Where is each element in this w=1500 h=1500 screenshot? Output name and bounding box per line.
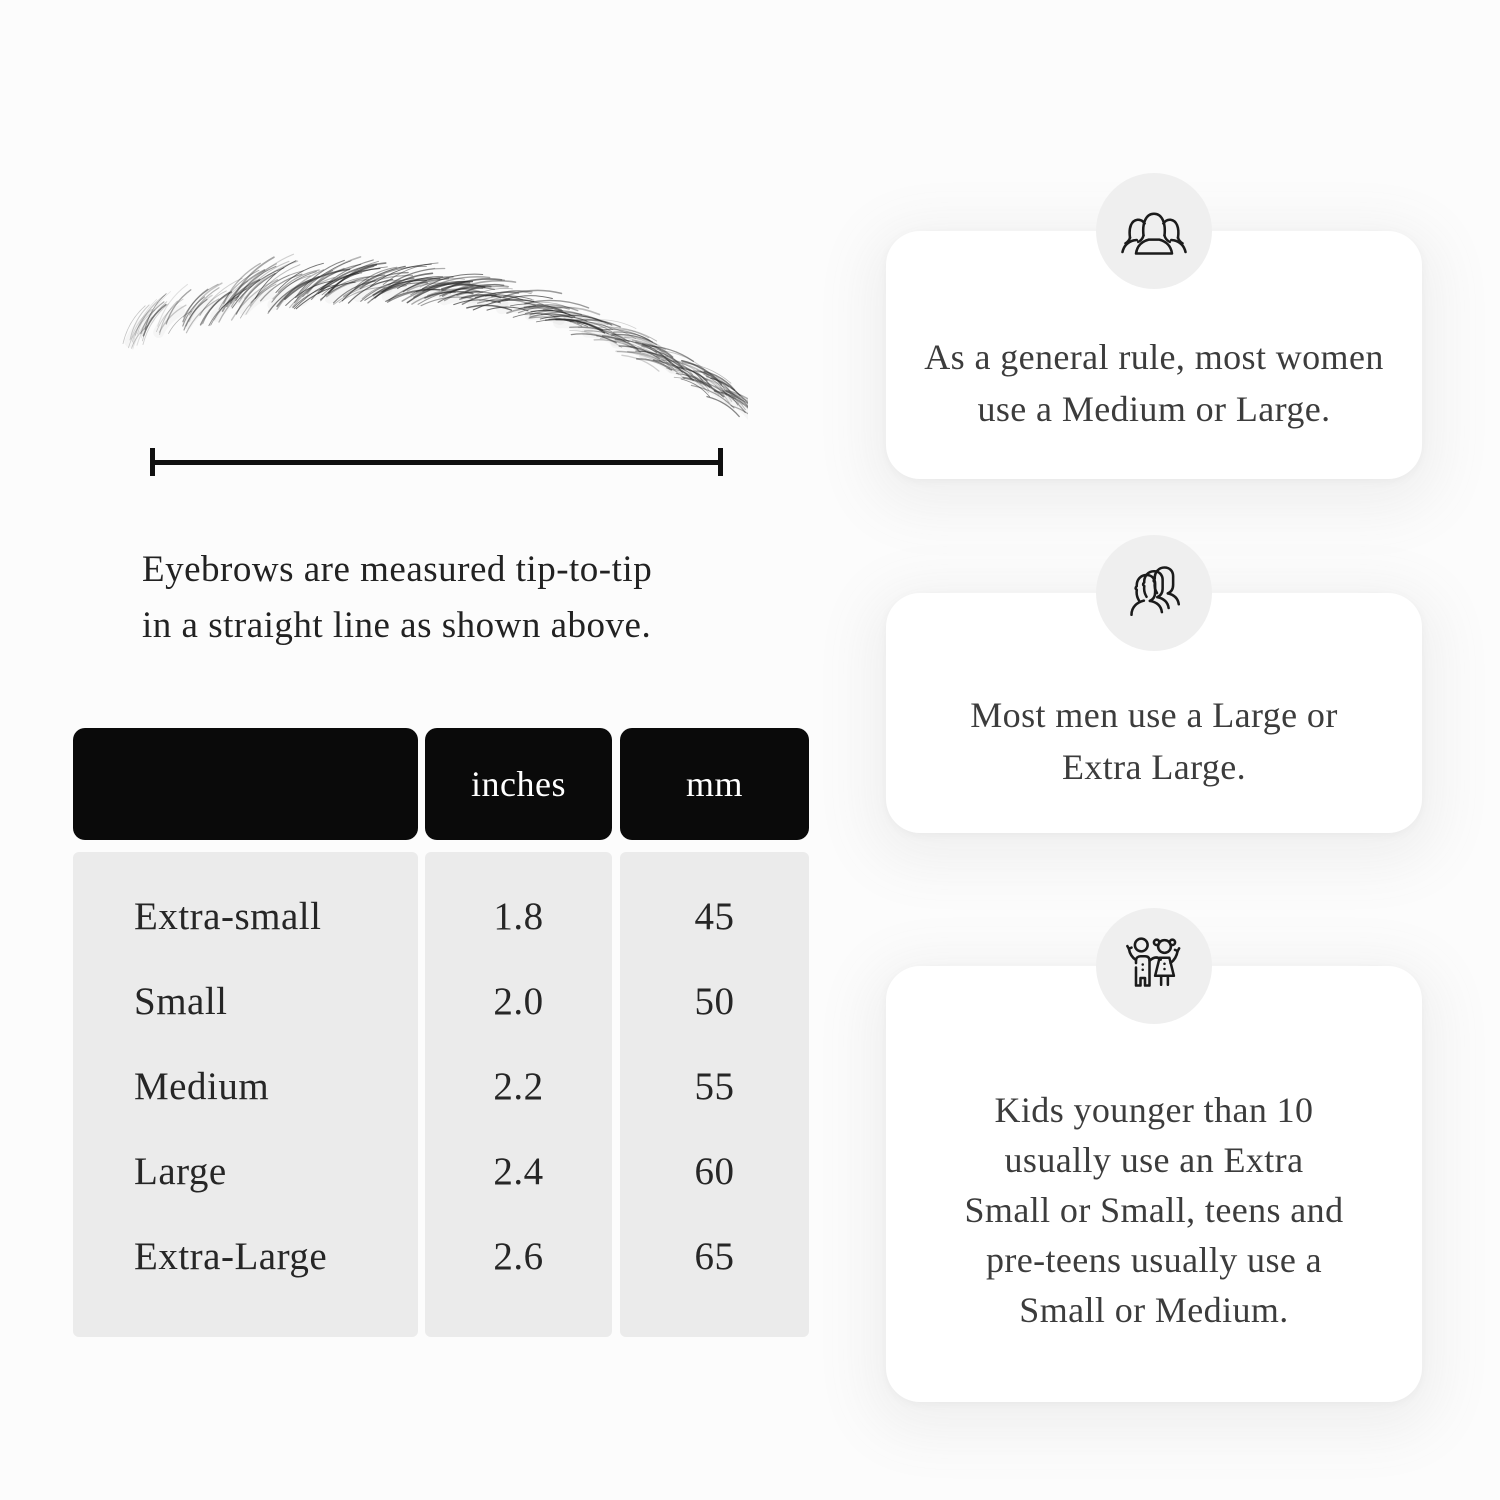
measure-tick-right [718, 448, 723, 476]
size-label: Small [134, 979, 228, 1023]
mm-value: 65 [694, 1234, 735, 1278]
card-women-line2: use a Medium or Large. [977, 389, 1331, 429]
figure-caption-line1: Eyebrows are measured tip-to-tip [142, 549, 653, 590]
card-kids-line5: Small or Medium. [1019, 1290, 1289, 1330]
card-kids-line4: pre-teens usually use a [985, 1240, 1323, 1280]
inches-value: 2.4 [493, 1149, 544, 1193]
size-table-body-inches [425, 852, 612, 1337]
card-kids-line1: Kids younger than 10 [994, 1090, 1314, 1130]
size-table-body-mm [620, 852, 809, 1337]
figure-caption-line2: in a straight line as shown above. [142, 605, 652, 646]
card-men-line2: Extra Large. [1061, 747, 1247, 787]
eyebrow-illustration [118, 252, 748, 422]
size-label: Medium [134, 1064, 270, 1108]
men-icon-badge [1096, 535, 1212, 651]
size-table-column-sizes [73, 728, 418, 1338]
size-table [73, 728, 809, 1338]
inches-value: 2.0 [493, 979, 544, 1023]
mm-value: 45 [694, 894, 735, 938]
inches-value: 1.8 [493, 894, 544, 938]
mm-value: 50 [694, 979, 735, 1023]
card-kids-line2: usually use an Extra [1004, 1140, 1304, 1180]
size-table-body-sizes [73, 852, 418, 1337]
size-table-header-mm: mm [620, 728, 809, 840]
card-women-line1: As a general rule, most women [924, 337, 1384, 377]
size-label: Extra-small [134, 894, 322, 938]
kids-icon-badge [1096, 908, 1212, 1024]
inches-value: 2.6 [493, 1234, 544, 1278]
size-table-column-inches [425, 728, 612, 1338]
card-kids-text [965, 1085, 1344, 1335]
card-men-line1: Most men use a Large or [970, 695, 1338, 735]
card-women-text [924, 331, 1383, 435]
women-group-icon [1118, 195, 1190, 267]
size-label: Large [134, 1149, 227, 1193]
mm-value: 60 [694, 1149, 735, 1193]
inches-value: 2.2 [493, 1064, 544, 1108]
women-icon-badge [1096, 173, 1212, 289]
measurement-line [150, 447, 723, 477]
men-group-icon [1118, 557, 1190, 629]
figure-caption [142, 542, 652, 654]
card-kids-line3: Small or Small, teens and [964, 1190, 1344, 1230]
mm-value: 55 [694, 1064, 735, 1108]
size-label: Extra-Large [134, 1234, 328, 1278]
measure-bar [150, 460, 723, 465]
kids-icon [1118, 930, 1190, 1002]
card-men-text [970, 689, 1337, 793]
card-kids [886, 966, 1422, 1402]
size-table-header-inches: inches [425, 728, 612, 840]
size-table-column-mm [620, 728, 809, 1338]
size-table-header-blank [73, 728, 418, 840]
